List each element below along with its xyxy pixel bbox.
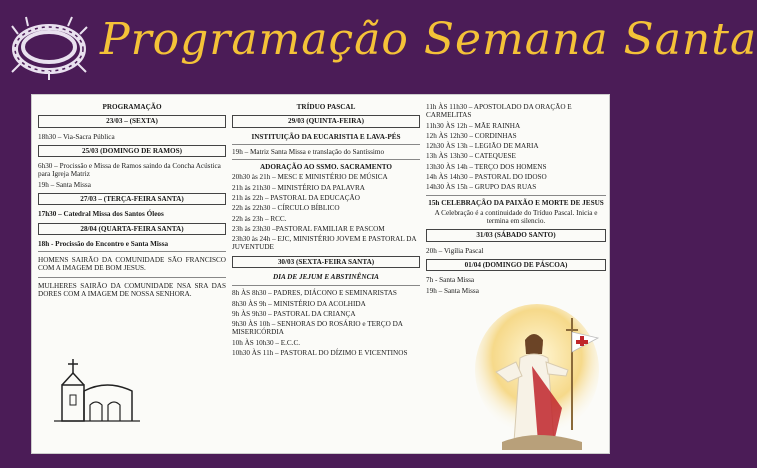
date-box: 25/03 (DOMINGO DE RAMOS)	[38, 145, 226, 157]
section-title: ADORAÇÃO AO SSMO. SACRAMENTO	[259, 163, 393, 172]
schedule-item: 11h30 ÀS 12h – MÃE RAINHA	[426, 121, 521, 130]
date-box: 29/03 (QUINTA-FEIRA)	[232, 115, 420, 127]
header	[0, 0, 757, 94]
schedule-item: 20h – Vigília Pascal	[426, 246, 484, 255]
section-title: 15h CELEBRAÇÃO DA PAIXÃO E MORTE DE JESUS	[428, 198, 604, 207]
procession-note: HOMENS SAIRÃO DA COMUNIDADE SÃO FRANCISCO COM A IMAGEM DE BOM JESUS.	[38, 256, 226, 273]
column-heading: PROGRAMAÇÃO	[102, 103, 162, 111]
schedule-item: 10h ÀS 10h30 – E.C.C.	[232, 338, 301, 347]
schedule-item: 12h ÀS 12h30 – CORDINHAS	[426, 131, 517, 140]
schedule-item: 9h ÀS 9h30 – PASTORAL DA CRIANÇA	[232, 309, 356, 318]
schedule-item: 21h às 22h – PASTORAL DA EDUCAÇÃO	[232, 193, 360, 202]
schedule-item: 22h às 23h – RCC.	[232, 214, 287, 223]
section-title: INSTITUIÇÃO DA EUCARISTIA E LAVA-PÉS	[251, 132, 401, 141]
schedule-item: 9h30 ÀS 10h – SENHORAS DO ROSÁRIO e TERÇO DA MISERICÓRDIA	[232, 320, 403, 337]
schedule-item: 13h ÀS 13h30 – CATEQUESE	[426, 152, 516, 161]
schedule-item: 22h às 22h30 – CÍRCULO BÍBLICO	[232, 204, 340, 213]
schedule-item: 17h30 – Catedral Missa dos Santos Óleos	[38, 210, 164, 219]
column-triduo	[232, 103, 420, 359]
schedule-item: 14h30 ÀS 15h – GRUPO DAS RUAS	[426, 183, 537, 192]
schedule-item: 18h - Procissão do Encontro e Santa Missa	[38, 239, 169, 248]
schedule-item: 14h ÀS 14h30 – PASTORAL DO IDOSO	[426, 172, 547, 181]
schedule-item: 18h30 – Via-Sacra Pública	[38, 132, 115, 141]
procession-note: MULHERES SAIRÃO DA COMUNIDADE NSA SRA DAS DORES COM A IMAGEM DE NOSSA SENHORA.	[38, 281, 226, 298]
schedule-item: 8h30 ÀS 9h – MINISTÉRIO DA ACOLHIDA	[232, 299, 366, 308]
schedule-item: 23h às 23h30 –PASTORAL FAMILIAR E PASCOM	[232, 224, 385, 233]
section-title: DIA DE JEJUM E ABSTINÊNCIA	[273, 272, 379, 281]
date-box: 31/03 (SÁBADO SANTO)	[426, 229, 606, 241]
schedule-item: 19h – Santa Missa	[426, 286, 479, 295]
church-icon	[52, 355, 142, 425]
crown-of-thorns-icon	[8, 14, 90, 84]
date-box: 01/04 (DOMINGO DE PÁSCOA)	[426, 259, 606, 271]
schedule-item: 7h - Santa Missa	[426, 276, 475, 285]
risen-jesus-image	[472, 310, 602, 450]
column-sexta-continuacao	[426, 103, 606, 297]
schedule-item: 12h30 ÀS 13h – LEGIÃO DE MARIA	[426, 142, 539, 151]
divider	[426, 195, 606, 196]
date-box: 28/04 (QUARTA-FEIRA SANTA)	[38, 223, 226, 235]
page-title: Programação Semana Santa	[100, 14, 757, 65]
column-programacao	[38, 103, 226, 302]
schedule-item: 23h30 às 24h – EJC, MINISTÉRIO JOVEM E PASTORAL DA JUVENTUDE	[232, 235, 417, 252]
schedule-item: 8h ÀS 8h30 – PADRES, DIÁCONO E SEMINARISTAS	[232, 289, 397, 298]
divider	[38, 277, 226, 278]
schedule-item: 19h – Santa Missa	[38, 180, 91, 189]
date-box: 27/03 – (TERÇA-FEIRA SANTA)	[38, 193, 226, 205]
divider	[232, 159, 420, 160]
section-note: A Celebração é a continuidade do Tríduo Pascal. Inicia e termina em silencio.	[434, 208, 598, 226]
date-box: 30/03 (SEXTA-FEIRA SANTA)	[232, 256, 420, 268]
schedule-item: 11h ÀS 11h30 – APOSTOLADO DA ORAÇÃO E CARMELITAS	[426, 103, 572, 120]
date-box: 23/03 – (SEXTA)	[38, 115, 226, 127]
column-heading: TRÍDUO PASCAL	[296, 103, 356, 111]
schedule-item: 20h30 às 21h – MESC E MINISTÉRIO DE MÚSICA	[232, 173, 388, 182]
schedule-item: 10h30 ÀS 11h – PASTORAL DO DÍZIMO E VICENTINOS	[232, 348, 408, 357]
schedule-item: 6h30 – Procissão e Missa de Ramos saindo da Concha Acústica para Igreja Matriz	[38, 162, 221, 179]
schedule-sheet	[31, 94, 610, 454]
schedule-item: 13h30 ÀS 14h – TERÇO DOS HOMENS	[426, 162, 547, 171]
schedule-item: 19h – Matriz Santa Missa e translação do Santíssimo	[232, 147, 385, 156]
divider	[38, 251, 226, 252]
divider	[232, 144, 420, 145]
schedule-item: 21h às 21h30 – MINISTÉRIO DA PALAVRA	[232, 183, 365, 192]
divider	[232, 285, 420, 286]
